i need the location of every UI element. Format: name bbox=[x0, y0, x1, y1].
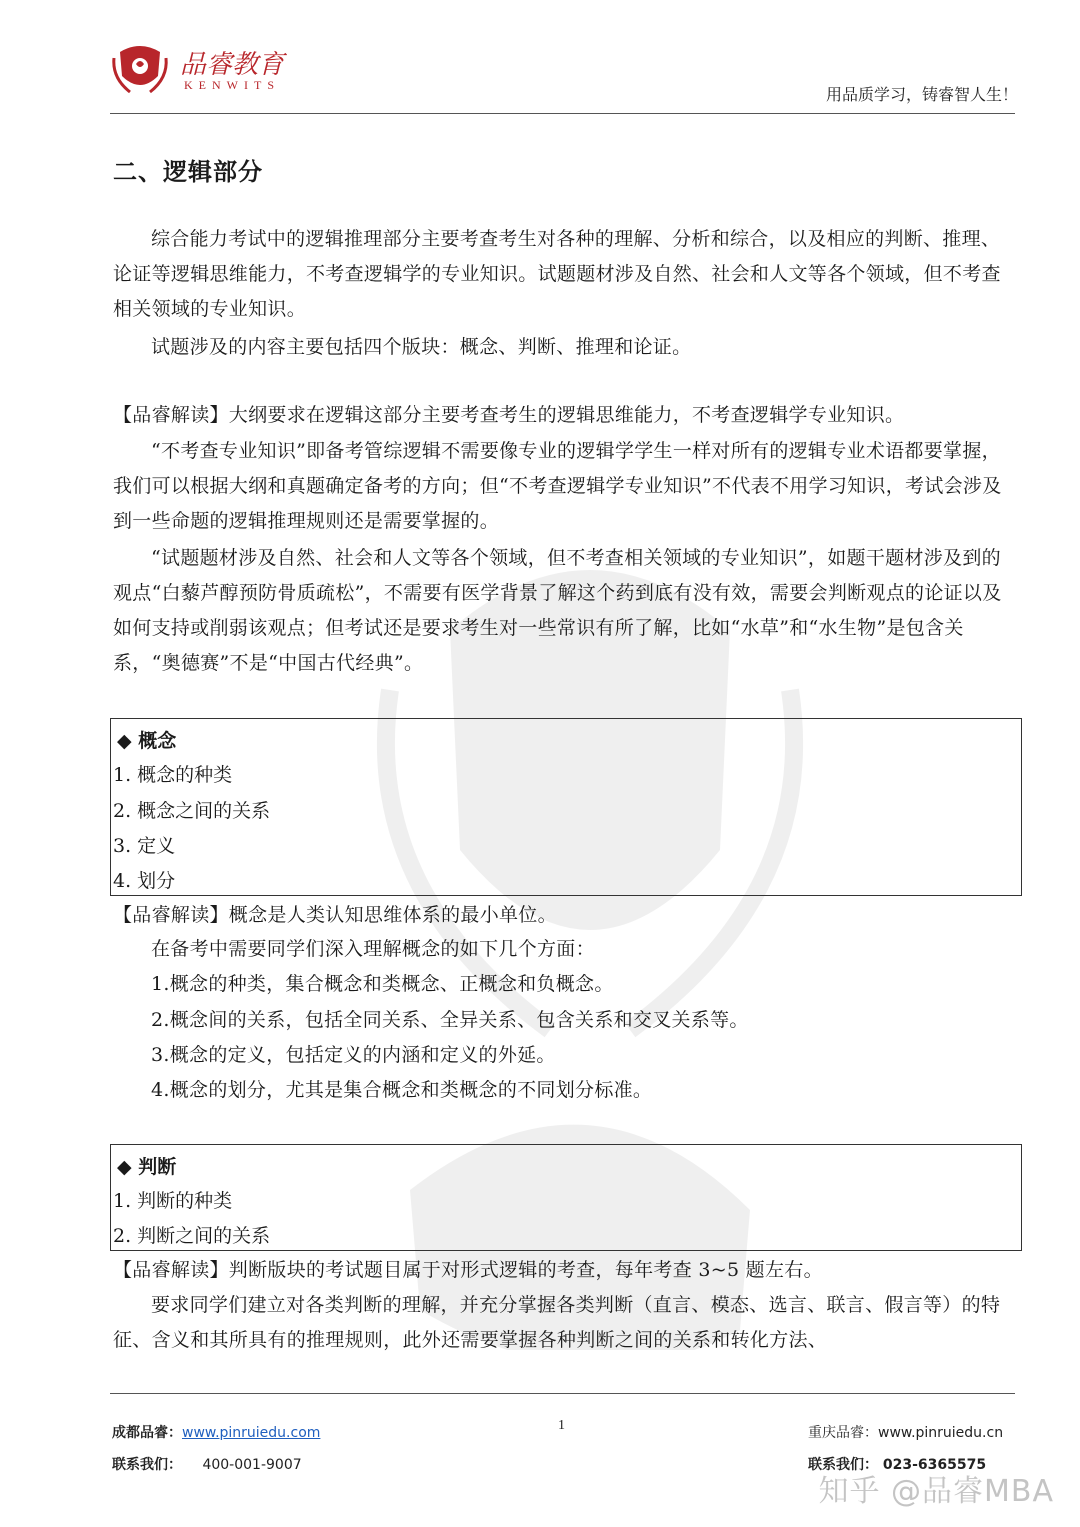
concept-note: 1.概念的种类，集合概念和类概念、正概念和负概念。 bbox=[151, 973, 614, 995]
list-item: 3. 定义 bbox=[113, 835, 176, 857]
header-slogan: 用品质学习，铸睿智人生！ bbox=[825, 85, 1018, 104]
concept-note: 【品睿解读】概念是人类认知思维体系的最小单位。 bbox=[113, 904, 557, 926]
section-title: 二、逻辑部分 bbox=[113, 158, 263, 186]
footer-right-site: 重庆品睿：www.pinruiedu.cn bbox=[808, 1425, 1004, 1441]
judgment-box-title: ◆ 判断 bbox=[117, 1156, 177, 1178]
footer-right-contact: 联系我们： 023-6365575 bbox=[808, 1457, 987, 1473]
footer-left-site bbox=[112, 1422, 320, 1442]
page-number: 1 bbox=[558, 1418, 565, 1433]
scope-paragraph: 试题涉及的内容主要包括四个版块：概念、判断、推理和论证。 bbox=[151, 336, 692, 358]
knowledge-paragraph: “不考查专业知识”即备考管综逻辑不需要像专业的逻辑学学生一样对所有的逻辑专业术语都要掌握，我们可以根据大纲和真题确定备考的方向；但“不考查逻辑学专业知识”不代表不用学习知识，考试会涉及到一些命题的逻辑推理规则还是需要掌握的。 bbox=[113, 440, 1002, 532]
chengdu-site-link[interactable]: www.pinruiedu.com bbox=[182, 1425, 321, 1441]
concept-note: 4.概念的划分，尤其是集合概念和类概念的不同划分标准。 bbox=[151, 1079, 653, 1101]
footer-phone: 400-001-9007 bbox=[202, 1457, 302, 1473]
judgment-box bbox=[110, 1144, 1022, 1251]
list-item: 1. 概念的种类 bbox=[113, 764, 233, 786]
footer-left-contact bbox=[112, 1454, 302, 1474]
concept-box bbox=[110, 718, 1022, 896]
brand-logo bbox=[110, 38, 310, 98]
judgment-note: 要求同学们建立对各类判断的理解，并充分掌握各类判断（直言、模态、选言、联言、假言等）的特征、含义和其所具有的推理规则，此外还需要掌握各种判断之间的关系和转化方法、 bbox=[113, 1294, 1001, 1351]
concept-note: 在备考中需要同学们深入理解概念的如下几个方面： bbox=[151, 938, 595, 960]
interpretation-paragraph: 【品睿解读】大纲要求在逻辑这部分主要考查考生的逻辑思维能力，不考查逻辑学专业知识。 bbox=[113, 404, 905, 426]
judgment-note: 【品睿解读】判断版块的考试题目属于对形式逻辑的考查，每年考查 3~5 题左右。 bbox=[113, 1259, 823, 1281]
concept-box-title: ◆ 概念 bbox=[117, 730, 177, 752]
logo-subtext: KENWITS bbox=[184, 78, 280, 92]
footer-divider bbox=[110, 1393, 1015, 1394]
logo-text: 品睿教育 bbox=[180, 50, 285, 80]
subject-paragraph: “试题题材涉及自然、社会和人文等各个领域，但不考查相关领域的专业知识”，如题干题材涉及到的观点“白藜芦醇预防骨质疏松”，不需要有医学背景了解这个药到底有没有效，需要会判断观点的论证以及如何支持或削弱该观点；但考试还是要求考生对一些常识有所了解，比如“水草”和“水生物”是包含关系，“奥德赛”不是“中国古代经典”。 bbox=[113, 547, 1002, 674]
intro-paragraph: 综合能力考试中的逻辑推理部分主要考查考生对各种的理解、分析和综合，以及相应的判断、推理、论证等逻辑思维能力，不考查逻辑学的专业知识。试题题材涉及自然、社会和人文等各个领域，但不考查相关领域的专业知识。 bbox=[113, 228, 1001, 320]
header-divider bbox=[110, 113, 1015, 114]
footer-left-label: 成都品睿： bbox=[112, 1425, 182, 1441]
footer-contact-label: 联系我们： bbox=[112, 1457, 182, 1473]
zhihu-watermark: 知乎 @品睿MBA bbox=[818, 1474, 1054, 1509]
concept-note: 2.概念间的关系，包括全同关系、全异关系、包含关系和交叉关系等。 bbox=[151, 1009, 749, 1031]
list-item: 2. 判断之间的关系 bbox=[113, 1225, 271, 1247]
list-item: 4. 划分 bbox=[113, 870, 176, 892]
list-item: 2. 概念之间的关系 bbox=[113, 800, 271, 822]
concept-note: 3.概念的定义，包括定义的内涵和定义的外延。 bbox=[151, 1044, 556, 1066]
list-item: 1. 判断的种类 bbox=[113, 1190, 233, 1212]
